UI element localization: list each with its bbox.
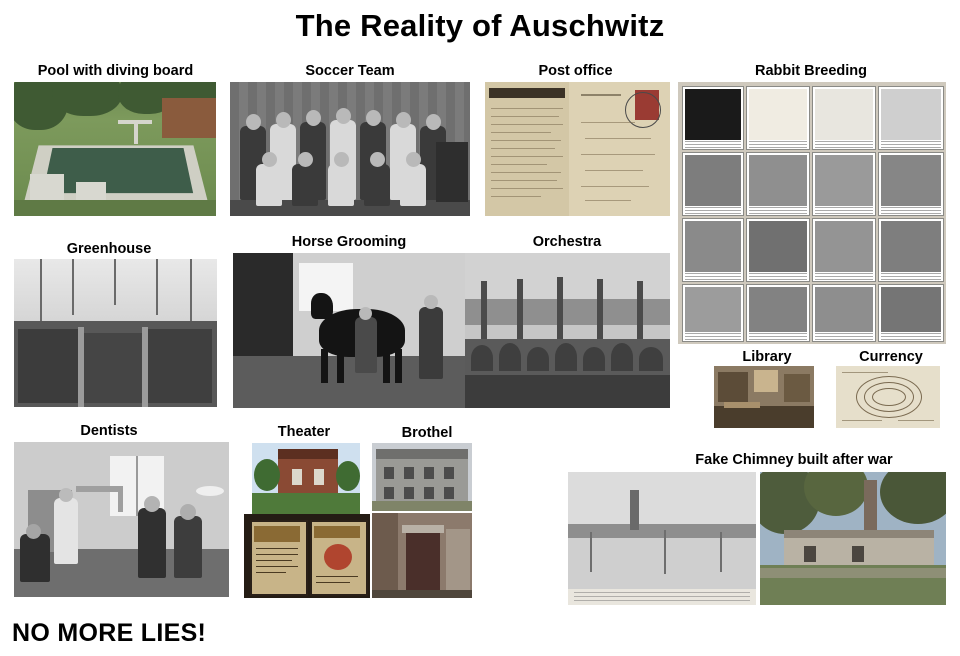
photo-chimney-archival: [568, 472, 756, 605]
caption-soccer: Soccer Team: [305, 63, 395, 79]
caption-horse: Horse Grooming: [291, 234, 407, 250]
footer-slogan: NO MORE LIES!: [12, 619, 207, 647]
photo-library: [714, 366, 814, 428]
page-title: The Reality of Auschwitz: [295, 8, 665, 43]
photo-brothel-entrance: [372, 513, 472, 598]
photo-chimney-modern: [760, 472, 946, 605]
caption-brothel: Brothel: [401, 425, 453, 441]
caption-currency: Currency: [859, 349, 923, 365]
caption-theater: Theater: [277, 424, 331, 440]
photo-brothel-building: [372, 443, 472, 511]
caption-post-office: Post office: [538, 63, 613, 79]
caption-library: Library: [742, 349, 792, 365]
photo-soccer-team: [230, 82, 470, 216]
photo-rabbit-breeding-sheet: [678, 82, 946, 344]
photo-orchestra: [465, 253, 670, 408]
photo-pool: [14, 82, 216, 216]
caption-dentists: Dentists: [80, 423, 138, 439]
photo-theater-posters: [244, 514, 370, 598]
photo-currency: [836, 366, 940, 428]
caption-chimney: Fake Chimney built after war: [695, 452, 893, 468]
caption-orchestra: Orchestra: [532, 234, 602, 250]
caption-rabbit: Rabbit Breeding: [755, 63, 867, 79]
caption-greenhouse: Greenhouse: [66, 241, 152, 257]
photo-postcard: [485, 82, 670, 216]
caption-pool: Pool with diving board: [37, 63, 194, 79]
photo-dentists: [14, 442, 229, 597]
photo-theater-building: [252, 443, 360, 515]
photo-horse-grooming: [233, 253, 469, 408]
photo-greenhouse: [14, 259, 217, 407]
